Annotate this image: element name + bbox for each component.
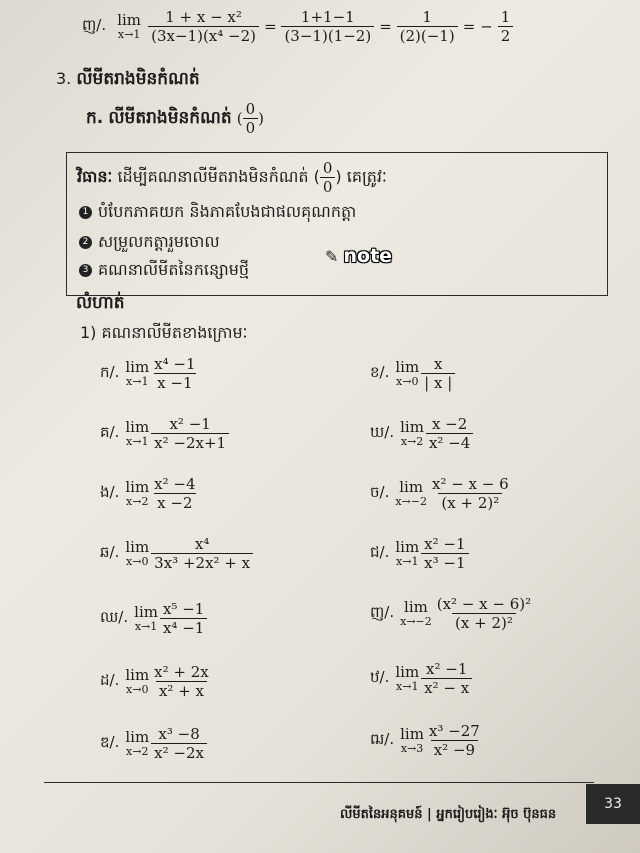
lim-subscript: x→1 bbox=[117, 27, 141, 41]
exercise-label: ជ/. bbox=[370, 542, 390, 561]
section-number: 3. bbox=[56, 69, 72, 88]
exercise-label: ឋ/. bbox=[370, 667, 390, 686]
lim-subscript: x→1 bbox=[126, 434, 149, 448]
footer-text: លីមីតនៃអនុគមន៍ | អ្នករៀបរៀងៈ អ៊ុច ប៊ុនធន bbox=[340, 807, 557, 822]
method-step-1: 1 បំបែកភាគយក និងភាគបែងជាផលគុណកត្តា bbox=[79, 201, 356, 225]
lim-word: lim bbox=[400, 418, 424, 437]
section-title: លីមីតរាងមិនកំណត់ bbox=[76, 69, 200, 89]
exercise-label: ឌ/. bbox=[100, 732, 120, 751]
denominator: (x + 2)² bbox=[438, 493, 502, 512]
exercise-label: ឆ/. bbox=[100, 542, 120, 561]
exercise-item bbox=[370, 722, 483, 759]
limit-operator bbox=[125, 539, 149, 568]
denominator: x −2 bbox=[154, 493, 195, 512]
denominator: x² + x bbox=[156, 681, 207, 700]
exercise-item bbox=[100, 600, 207, 637]
lim-subscript: x→0 bbox=[396, 374, 419, 388]
denominator: x⁴ −1 bbox=[160, 618, 207, 637]
lim-subscript: x→3 bbox=[400, 741, 424, 755]
limit-fraction bbox=[421, 355, 455, 392]
limit-operator bbox=[395, 539, 419, 568]
exercise-label: ឃ/. bbox=[370, 422, 395, 441]
limit-operator bbox=[125, 359, 149, 388]
lim-subscript: x→−2 bbox=[400, 614, 432, 628]
method-lead: វិធានៈ bbox=[77, 167, 113, 186]
lim-subscript: x→2 bbox=[126, 744, 149, 758]
subsection-heading: ក. លីមីតរាងមិនកំណត់ ( $\frac{0}{0}$ ) bbox=[86, 100, 264, 137]
numerator: x² −1 bbox=[426, 660, 468, 678]
note-label: note bbox=[343, 245, 393, 267]
limit-fraction bbox=[426, 415, 473, 452]
numerator: x² −1 bbox=[169, 415, 211, 433]
lim-subscript: x→−2 bbox=[395, 494, 427, 508]
example-label: ញ/. bbox=[82, 15, 107, 34]
exercise-label: ឈ/. bbox=[100, 607, 129, 626]
exercise-label: ង/. bbox=[100, 482, 120, 501]
limit-operator bbox=[125, 479, 149, 508]
exercise-label: ឍ/. bbox=[370, 729, 395, 748]
denominator: | x | bbox=[421, 373, 455, 392]
method-step-3: 3 គណនាលីមីតនៃកន្សោមថ្មី bbox=[79, 259, 249, 283]
lim-word: lim bbox=[395, 358, 420, 377]
limit-fraction bbox=[429, 475, 512, 512]
denominator: x² −4 bbox=[426, 433, 473, 452]
lim-word: lim bbox=[125, 728, 150, 747]
lim-word: lim bbox=[400, 725, 424, 744]
denominator: x² −2x+1 bbox=[151, 433, 229, 452]
limit-operator bbox=[125, 667, 149, 696]
numerator: x bbox=[433, 355, 443, 373]
numerator: x⁴ −1 bbox=[154, 355, 196, 373]
numerator: x² + 2x bbox=[154, 663, 209, 681]
limit-fraction bbox=[151, 663, 212, 700]
lim-word: lim bbox=[125, 418, 150, 437]
method-lead-line: វិធានៈ ដើម្បីគណនាលីមីតរាងមិនកំណត់ ( $\frac{0}{0}$ ) គេត្រូវៈ bbox=[77, 159, 387, 196]
method-box bbox=[66, 152, 608, 296]
question-text: គណនាលីមីតខាងក្រោមៈ bbox=[101, 323, 248, 342]
fraction-4: $\frac{1}{2}$ bbox=[498, 8, 514, 45]
question-line bbox=[80, 322, 248, 346]
lim-word: lim bbox=[395, 663, 420, 682]
numerator: x⁵ −1 bbox=[162, 600, 205, 618]
page-number: 33 bbox=[586, 784, 640, 824]
exercise-label: ដ/. bbox=[100, 670, 120, 689]
exercise-label: ក/. bbox=[100, 362, 120, 381]
denominator: x² − x bbox=[421, 678, 472, 697]
step-marker: 1 bbox=[79, 206, 92, 219]
numerator: x² − x − 6 bbox=[431, 475, 509, 493]
lim-subscript: x→1 bbox=[134, 619, 158, 633]
step-marker: 3 bbox=[79, 264, 92, 277]
exercise-label: ញ/. bbox=[370, 602, 395, 621]
limit-operator bbox=[400, 419, 424, 448]
lim-subscript: x→2 bbox=[126, 494, 149, 508]
exercise-label: ខ/. bbox=[370, 362, 390, 381]
lim-word: lim bbox=[125, 666, 150, 685]
lim-subscript: x→0 bbox=[126, 682, 149, 696]
limit-fraction bbox=[434, 595, 534, 632]
limit-operator bbox=[395, 479, 427, 508]
numerator: x² −1 bbox=[424, 535, 466, 553]
method-step-2: 2 សម្រួលកត្តារួមចោល bbox=[79, 231, 220, 255]
exercise-item bbox=[100, 535, 253, 572]
numerator: x² −4 bbox=[154, 475, 196, 493]
exercise-item bbox=[370, 415, 473, 452]
question-number: 1) bbox=[80, 323, 97, 342]
subsection-prefix: ក. bbox=[86, 108, 104, 128]
exercise-item bbox=[100, 475, 199, 512]
exercise-item bbox=[370, 355, 455, 392]
note-sticker bbox=[325, 245, 392, 267]
numerator: x³ −27 bbox=[428, 722, 480, 740]
subsection-title: លីមីតរាងមិនកំណត់ bbox=[108, 108, 232, 128]
numerator: x³ −8 bbox=[158, 725, 200, 743]
denominator: (x + 2)² bbox=[452, 613, 516, 632]
exercise-item bbox=[100, 355, 199, 392]
lim-word: lim bbox=[125, 538, 150, 557]
lim-subscript: x→2 bbox=[400, 434, 424, 448]
pencil-icon: ✎ bbox=[325, 247, 339, 266]
lim-subscript: x→1 bbox=[396, 679, 419, 693]
numerator: (x² − x − 6)² bbox=[436, 595, 532, 613]
lim-word: lim bbox=[125, 478, 150, 497]
limit-fraction bbox=[421, 660, 472, 697]
limit-operator bbox=[395, 664, 419, 693]
denominator: x² −2x bbox=[151, 743, 207, 762]
limit-operator bbox=[400, 599, 432, 628]
footer-rule bbox=[44, 782, 594, 785]
fraction-2: $\frac{1+1-1}{(3-1)(1-2)}$ bbox=[281, 8, 374, 45]
lim-word: lim bbox=[125, 358, 150, 377]
lim-subscript: x→1 bbox=[396, 554, 419, 568]
exercise-item bbox=[100, 725, 207, 762]
limit-fraction bbox=[421, 535, 468, 572]
lim-word: lim bbox=[399, 478, 424, 497]
section-heading bbox=[56, 68, 200, 93]
result-sign: = − bbox=[462, 17, 493, 36]
fraction-1: $\frac{\text{1 + x − x²}}{\text{(3x−1)(x⁴ −2)}}$ bbox=[148, 8, 259, 45]
lim-word: lim bbox=[134, 603, 158, 622]
exercises-title: លំហាត់ bbox=[76, 293, 125, 313]
numerator: x⁴ bbox=[194, 535, 210, 553]
fraction-3: $\frac{1}{(2)(-1)}$ bbox=[397, 8, 458, 45]
denominator: x² −9 bbox=[431, 740, 478, 759]
limit-fraction bbox=[151, 355, 198, 392]
limit-fraction bbox=[151, 725, 207, 762]
lim-word: lim bbox=[404, 598, 428, 617]
denominator: x −1 bbox=[154, 373, 195, 392]
exercise-item bbox=[370, 475, 512, 512]
indeterminate-form: $\frac{0}{0}$ bbox=[243, 100, 259, 137]
limit-fraction bbox=[151, 475, 198, 512]
lim-word: lim bbox=[395, 538, 420, 557]
worked-example: ញ/. lim x→1 $\frac{\text{1 + x − x²}}{\text{(3x−1)(x⁴ −2)}}$ = $\frac{1+1-1}{(3-1)(1-2)}$ = $\frac{1}{(2)(-1)}$ = − $\frac{1}{2}$ bbox=[82, 8, 513, 45]
step-marker: 2 bbox=[79, 236, 92, 249]
lim-subscript: x→1 bbox=[126, 374, 149, 388]
denominator: x³ −1 bbox=[421, 553, 468, 572]
limit-fraction bbox=[151, 535, 253, 572]
limit-operator bbox=[125, 419, 149, 448]
method-form: $\frac{0}{0}$ bbox=[320, 159, 336, 196]
lim-word: lim bbox=[117, 11, 142, 30]
denominator: 3x³ +2x² + x bbox=[151, 553, 253, 572]
limit-operator bbox=[125, 729, 149, 758]
exercise-label: គ/. bbox=[100, 422, 120, 441]
numerator: x −2 bbox=[431, 415, 468, 433]
limit-operator bbox=[117, 12, 141, 41]
exercise-item bbox=[370, 535, 469, 572]
exercise-item bbox=[100, 663, 212, 700]
limit-fraction bbox=[426, 722, 483, 759]
exercise-label: ច/. bbox=[370, 482, 390, 501]
exercise-item bbox=[100, 415, 229, 452]
limit-operator bbox=[134, 604, 158, 633]
limit-operator bbox=[400, 726, 424, 755]
limit-operator bbox=[395, 359, 419, 388]
exercise-item bbox=[370, 595, 534, 632]
limit-fraction bbox=[151, 415, 229, 452]
limit-fraction bbox=[160, 600, 207, 637]
exercise-item bbox=[370, 660, 472, 697]
lim-subscript: x→0 bbox=[126, 554, 149, 568]
